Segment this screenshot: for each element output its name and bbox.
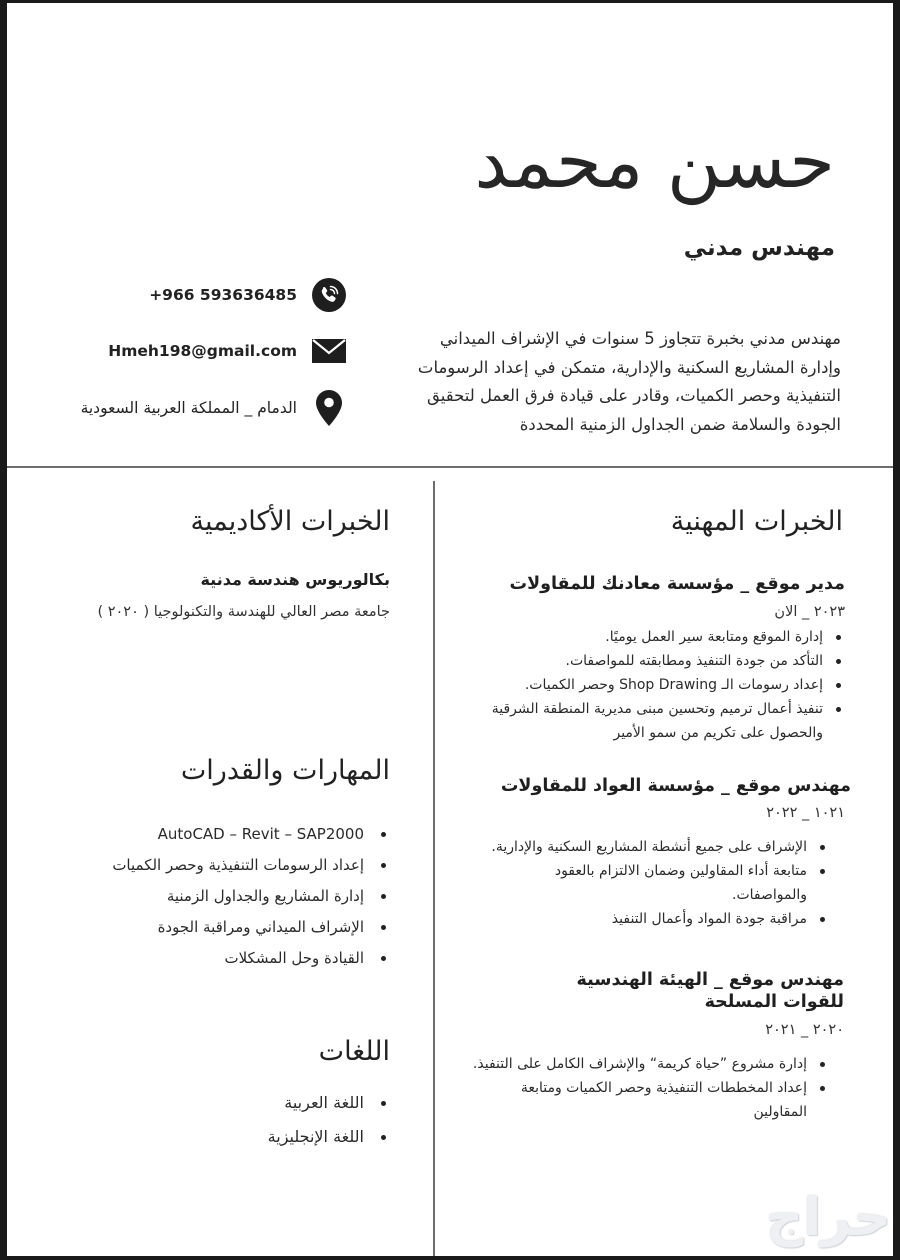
institution-text: جامعة مصر العالي للهندسة والتكنولوجيا ( ٢٠٢٠ ) bbox=[97, 604, 390, 620]
job-title: مهندس موقع _ الهيئة الهندسية للقوات المسلحة bbox=[576, 970, 844, 1012]
job-bullet: تنفيذ أعمال ترميم وتحسين مبنى مديرية المنطقة الشرقية والحصول على تكريم من سمو الأمير bbox=[475, 697, 845, 745]
job-bullet: التأكد من جودة التنفيذ ومطابقته للمواصفات. bbox=[445, 649, 845, 673]
language-item: اللغة العربية bbox=[268, 1086, 390, 1120]
job-role: مهندس مدني bbox=[683, 235, 835, 261]
phone-number: +966 593636485 bbox=[149, 286, 297, 304]
job-bullet: إدارة مشروع ”حياة كريمة“ والإشراف الكامل على التنفيذ. bbox=[469, 1052, 829, 1076]
job-date: ٢٠٢٠ _ ٢٠٢١ bbox=[765, 1022, 844, 1038]
job-entry-3 bbox=[472, 969, 844, 1124]
skills-section-title: المهارات والقدرات bbox=[180, 755, 390, 786]
job-bullet: الإشراف على جميع أنشطة المشاريع السكنية والإدارية. bbox=[451, 835, 829, 859]
skill-item: الإشراف الميداني ومراقبة الجودة bbox=[112, 912, 390, 943]
contact-location bbox=[81, 390, 347, 426]
contact-phone bbox=[149, 277, 347, 313]
job-bullets bbox=[472, 1052, 829, 1124]
job-date: ٢٠٢٣ _ الان bbox=[774, 604, 845, 620]
experience-section-title: الخبرات المهنية bbox=[670, 506, 843, 537]
degree-title: بكالوريوس هندسة مدنية bbox=[200, 570, 390, 589]
job-title: مدير موقع _ مؤسسة معادنك للمقاولات bbox=[509, 574, 845, 594]
haraj-watermark-logo: حراج bbox=[765, 1188, 891, 1248]
job-bullets bbox=[451, 835, 829, 931]
job-bullet: متابعة أداء المقاولين وضمان الالتزام بالعقود والمواصفات. bbox=[539, 859, 829, 907]
skill-item: AutoCAD – Revit – SAP2000 bbox=[112, 819, 390, 850]
person-name: حسن محمد bbox=[474, 119, 835, 205]
job-bullet: مراقبة جودة المواد وأعمال التنفيذ bbox=[451, 907, 829, 931]
language-item: اللغة الإنجليزية bbox=[268, 1120, 390, 1154]
job-entry-1 bbox=[445, 573, 845, 745]
job-entry-2 bbox=[451, 775, 851, 931]
job-date: ١٠٢١ _ ٢٠٢٢ bbox=[766, 805, 845, 821]
vertical-divider bbox=[433, 481, 435, 1256]
job-bullets bbox=[445, 625, 845, 745]
skill-item: إعداد الرسومات التنفيذية وحصر الكميات bbox=[112, 850, 390, 881]
contact-email bbox=[108, 333, 347, 369]
skill-item: إدارة المشاريع والجداول الزمنية bbox=[112, 881, 390, 912]
phone-icon bbox=[311, 277, 347, 313]
languages-list bbox=[268, 1086, 390, 1154]
job-bullet: إدارة الموقع ومتابعة سير العمل يوميًا. bbox=[445, 625, 845, 649]
job-bullet: إعداد المخططات التنفيذية وحصر الكميات ومتابعة المقاولين bbox=[519, 1076, 829, 1124]
horizontal-divider bbox=[7, 466, 893, 468]
envelope-icon bbox=[311, 333, 347, 369]
languages-section-title: اللغات bbox=[318, 1036, 390, 1067]
job-bullet: إعداد رسومات الـ Shop Drawing وحصر الكميات. bbox=[445, 673, 845, 697]
location-text: الدمام _ المملكة العربية السعودية bbox=[80, 399, 297, 417]
skill-item: القيادة وحل المشكلات bbox=[112, 943, 390, 974]
education-section-title: الخبرات الأكاديمية bbox=[190, 506, 390, 537]
profile-summary: مهندس مدني بخبرة تتجاوز 5 سنوات في الإشراف الميداني وإدارة المشاريع السكنية والإدارية، متمكن في إعداد الرسومات التنفيذية وحصر الكميات، وقادر على قيادة فرق العمل لتحقيق الجودة والسلامة ضمن الجداول الزمنية المحددة bbox=[417, 329, 841, 434]
map-pin-icon bbox=[311, 390, 347, 426]
email-address[interactable]: Hmeh198@gmail.com bbox=[108, 342, 297, 360]
job-title: مهندس موقع _ مؤسسة العواد للمقاولات bbox=[500, 776, 851, 796]
skills-list bbox=[112, 819, 390, 974]
resume-page bbox=[7, 3, 893, 1256]
